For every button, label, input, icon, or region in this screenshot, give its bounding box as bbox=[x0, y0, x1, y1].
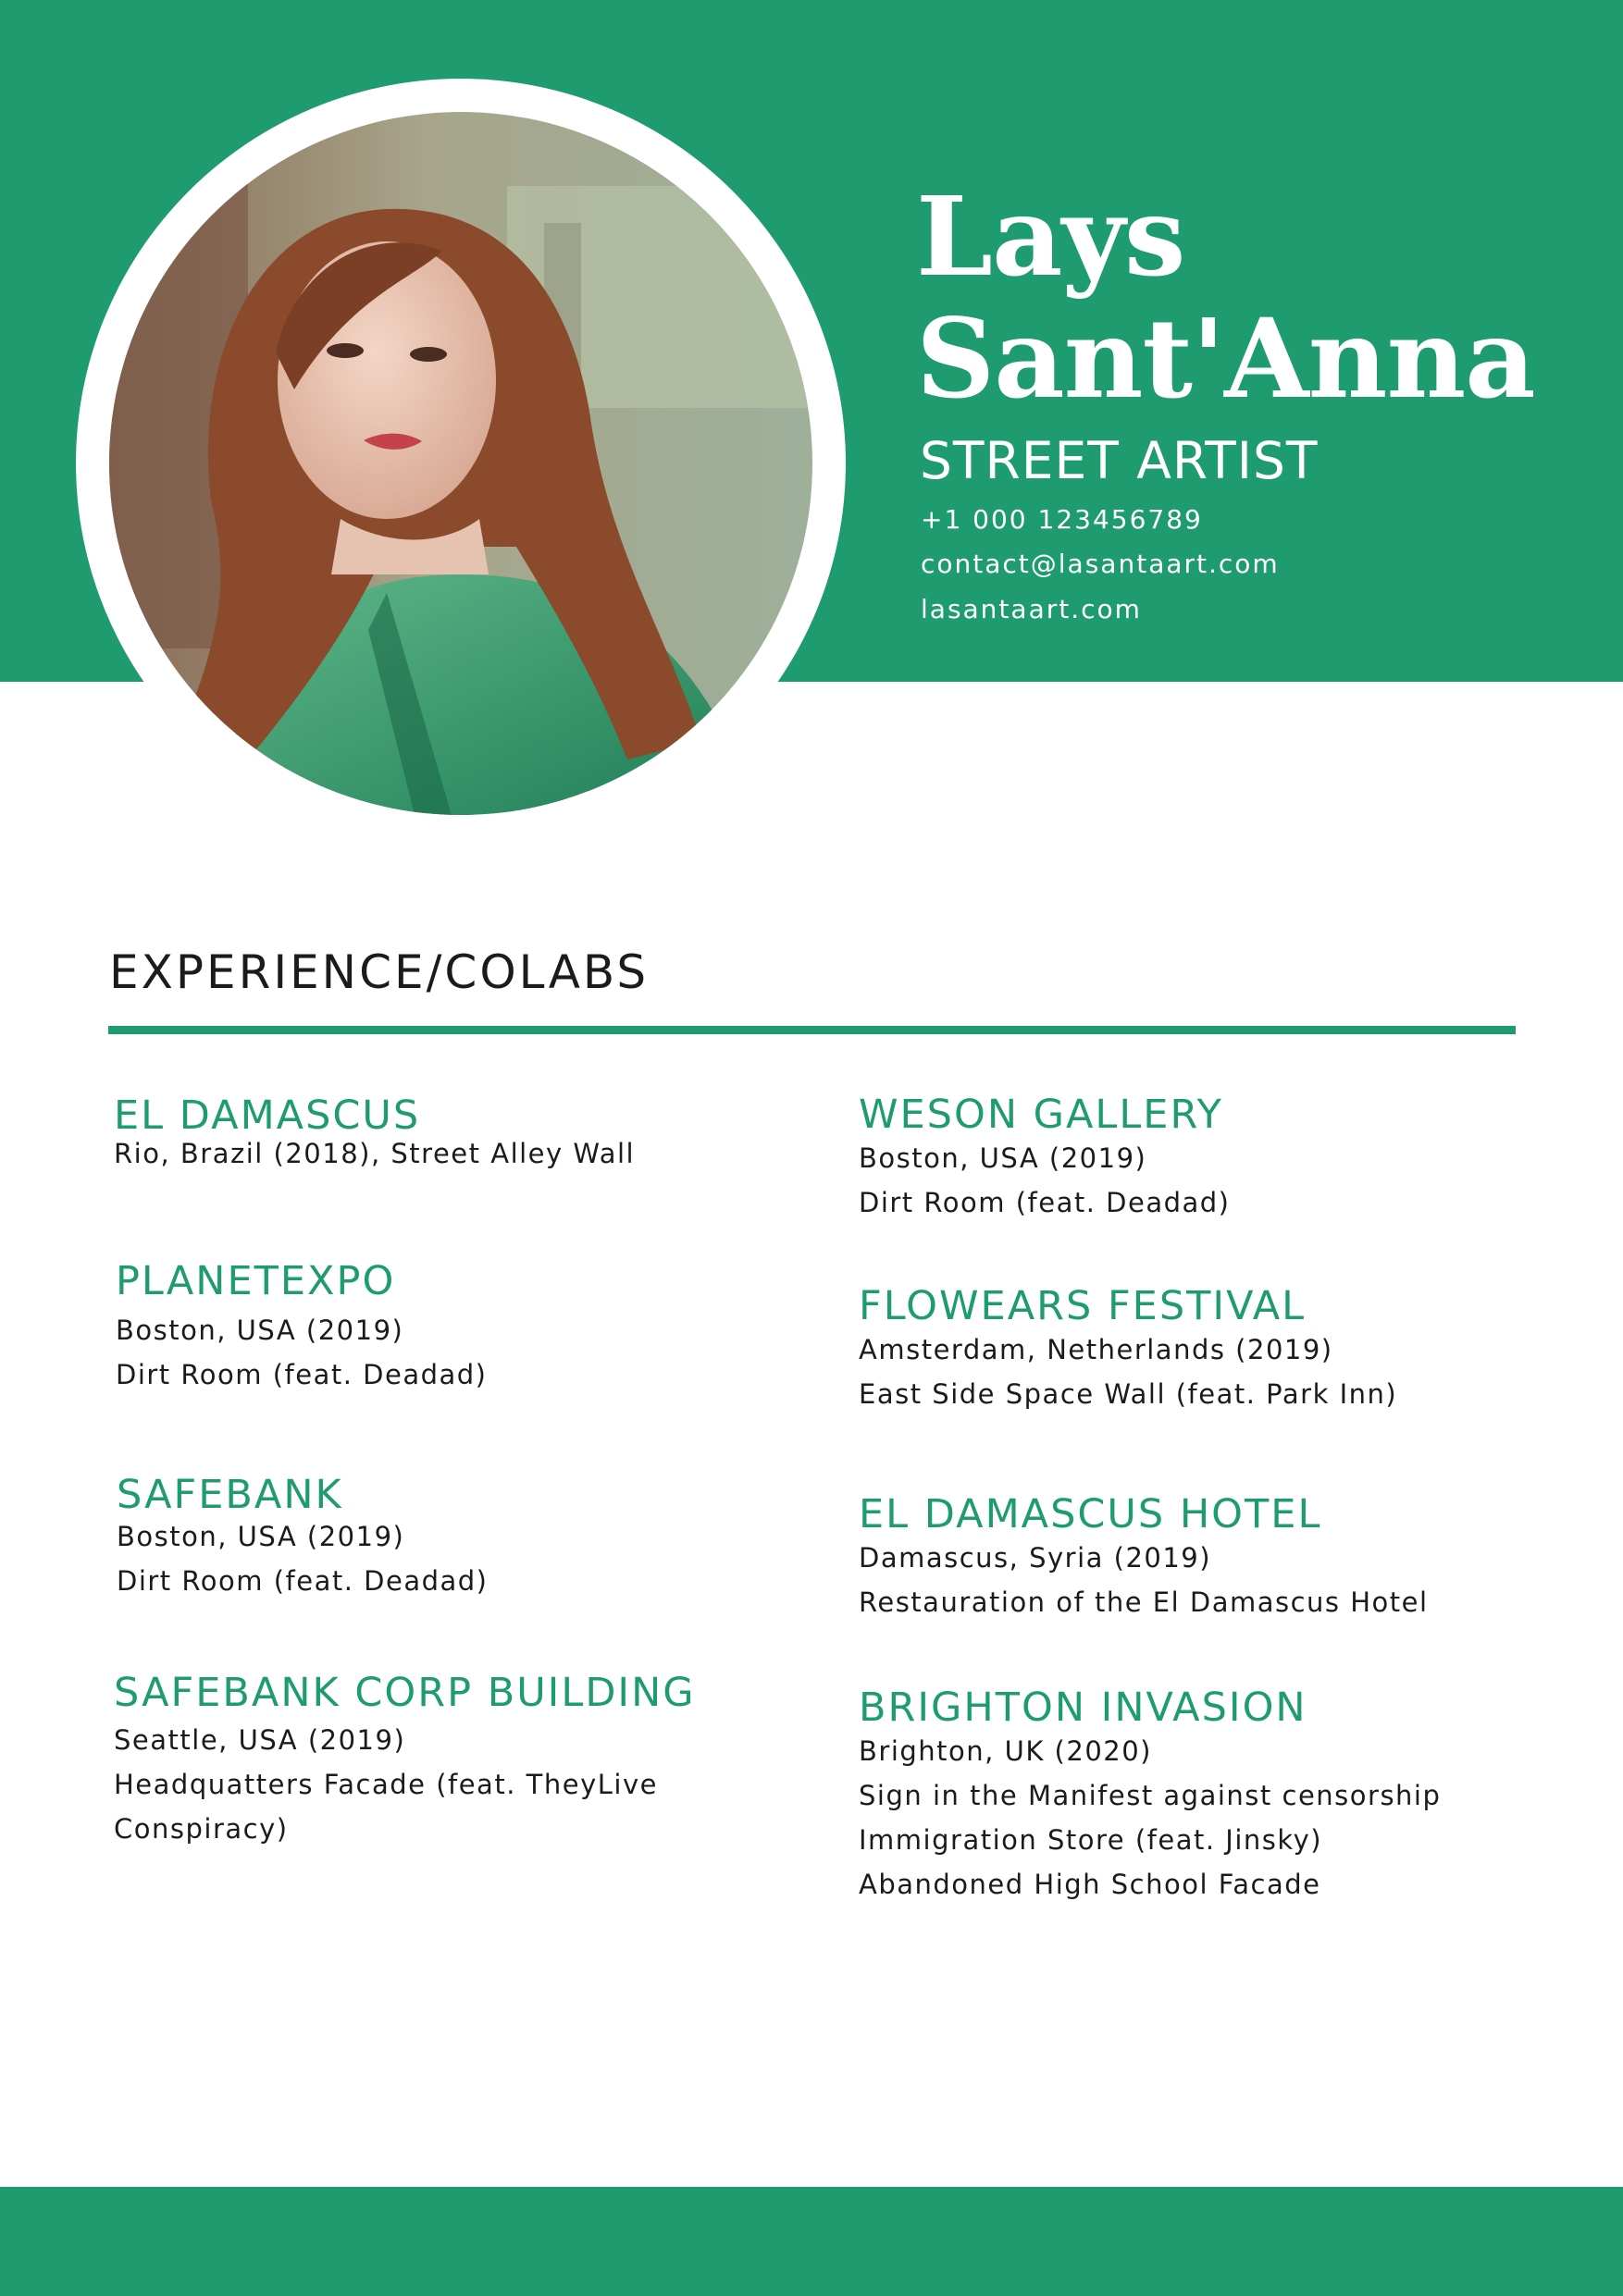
entry-detail: Restauration of the El Damascus Hotel bbox=[859, 1586, 1429, 1618]
entry-title: SAFEBANK bbox=[117, 1472, 343, 1518]
job-title: STREET ARTIST bbox=[920, 431, 1319, 490]
entry-detail: Sign in the Manifest against censorship bbox=[859, 1780, 1442, 1811]
entry-detail: Damascus, Syria (2019) bbox=[859, 1542, 1212, 1574]
entry-detail: Immigration Store (feat. Jinsky) bbox=[859, 1824, 1323, 1856]
experience-entry bbox=[859, 1279, 1397, 1416]
entry-title: FLOWEARS FESTIVAL bbox=[859, 1283, 1307, 1329]
entry-detail: East Side Space Wall (feat. Park Inn) bbox=[859, 1378, 1398, 1410]
entry-detail: Seattle, USA (2019) bbox=[114, 1724, 406, 1756]
entry-title: WESON GALLERY bbox=[859, 1092, 1223, 1138]
experience-entry bbox=[114, 1089, 635, 1176]
section-divider bbox=[108, 1026, 1516, 1034]
entry-title: SAFEBANK CORP BUILDING bbox=[114, 1670, 696, 1716]
experience-entry bbox=[114, 1666, 743, 1851]
entry-title: PLANETEXPO bbox=[116, 1258, 396, 1304]
entry-detail: Amsterdam, Netherlands (2019) bbox=[859, 1334, 1333, 1365]
experience-entry bbox=[859, 1681, 1441, 1907]
entry-detail: Dirt Room (feat. Deadad) bbox=[117, 1565, 489, 1597]
entry-title: BRIGHTON INVASION bbox=[859, 1685, 1307, 1731]
person-name bbox=[916, 172, 1564, 423]
experience-entry bbox=[859, 1487, 1429, 1624]
entry-detail: Boston, USA (2019) bbox=[116, 1315, 404, 1346]
entry-title: EL DAMASCUS HOTEL bbox=[859, 1491, 1322, 1537]
entry-title: EL DAMASCUS bbox=[114, 1092, 421, 1139]
footer-band bbox=[0, 2187, 1623, 2296]
entry-detail: Brighton, UK (2020) bbox=[859, 1735, 1152, 1767]
email-address: contact@lasantaart.com bbox=[921, 549, 1280, 579]
entry-detail: Headquatters Facade (feat. TheyLive Conspiracy) bbox=[114, 1769, 658, 1845]
entry-detail: Dirt Room (feat. Deadad) bbox=[116, 1359, 488, 1390]
section-heading-experience: EXPERIENCE/COLABS bbox=[109, 945, 650, 999]
entry-detail: Abandoned High School Facade bbox=[859, 1869, 1321, 1900]
experience-entry bbox=[117, 1468, 489, 1603]
entry-detail: Dirt Room (feat. Deadad) bbox=[859, 1187, 1231, 1218]
experience-entry bbox=[859, 1088, 1231, 1225]
entry-detail: Boston, USA (2019) bbox=[859, 1142, 1147, 1174]
entry-detail: Boston, USA (2019) bbox=[117, 1521, 405, 1552]
website-url: lasantaart.com bbox=[921, 594, 1142, 624]
phone-number: +1 000 123456789 bbox=[921, 504, 1203, 535]
name-last: Sant'Anna bbox=[916, 294, 1535, 423]
experience-entry bbox=[116, 1254, 488, 1397]
entry-detail: Rio, Brazil (2018), Street Alley Wall bbox=[114, 1138, 636, 1169]
name-first: Lays bbox=[916, 172, 1185, 301]
profile-photo bbox=[109, 112, 812, 815]
